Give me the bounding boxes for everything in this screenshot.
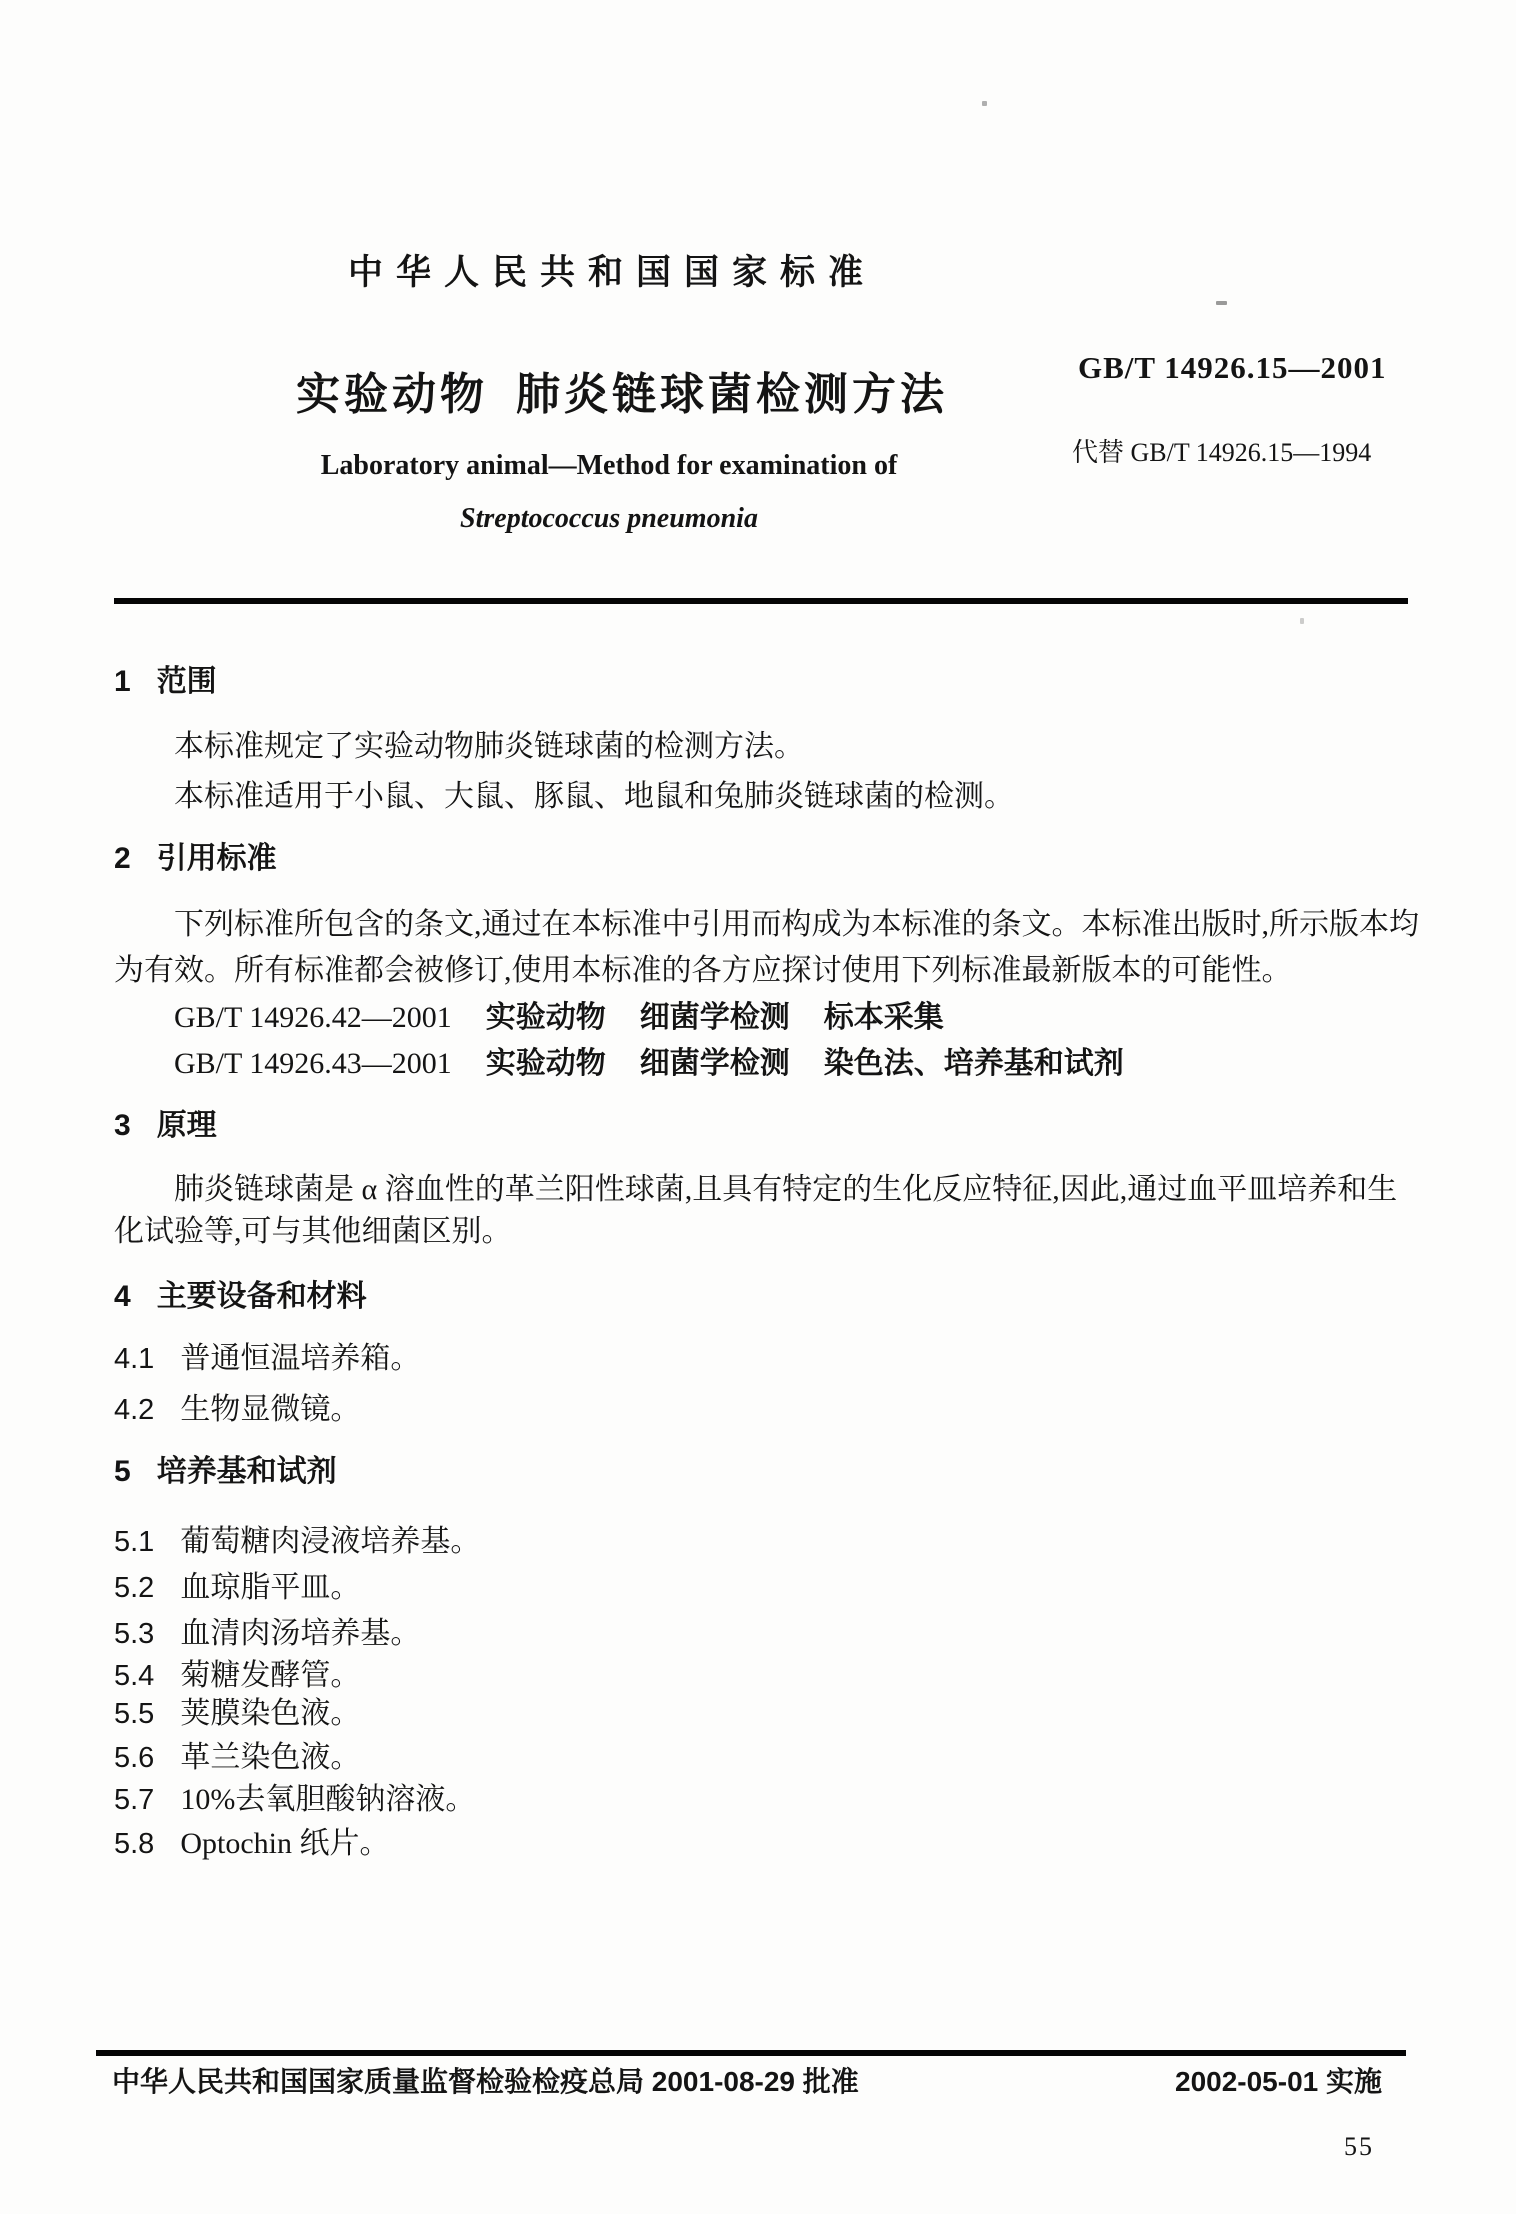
item-line-5-4 [114,1659,360,1693]
item-number: 5.2 [114,1572,155,1604]
scan-speck [982,101,987,106]
reference-item: 标本采集 [823,1001,944,1034]
item-text: 血琼脂平皿。 [180,1571,361,1604]
section-3-heading [114,1109,217,1143]
item-text: 葡萄糖肉浸液培养基。 [180,1525,481,1558]
reference-code: GB/T 14926.42—2001 [174,1001,452,1034]
standard-title-cn-part1: 实验动物 [296,370,488,419]
item-number: 5.7 [114,1784,155,1816]
section-1-heading [114,665,217,699]
section-2-paragraph-line: 为有效。所有标准都会被修订,使用本标准的各方应探讨使用下列标准最新版本的可能性。 [114,954,1292,987]
section-3-paragraph-line: 肺炎链球菌是 α 溶血性的革兰阳性球菌,且具有特定的生化反应特征,因此,通过血平皿培养和生 [174,1173,1398,1206]
scan-speck [1216,301,1227,305]
standard-title-cn-part2: 肺炎链球菌检测方法 [516,370,948,419]
english-title-block [300,450,918,535]
english-species-title: Streptococcus pneumonia [460,503,758,534]
section-2-title: 引用标准 [156,842,277,875]
section-1-title: 范围 [156,665,217,698]
reference-animal: 实验动物 [485,1001,606,1034]
page-number: 55 [1344,2132,1374,2161]
section-1-number: 1 [114,665,131,698]
reference-code: GB/T 14926.43—2001 [174,1047,452,1080]
footer-rule [96,2050,1406,2056]
replaces-note: 代替 GB/T 14926.15—1994 [1072,438,1372,467]
section-2-number: 2 [114,842,131,875]
reference-animal: 实验动物 [485,1047,606,1080]
reference-line [174,1001,944,1035]
item-line-5-8 [114,1827,389,1861]
section-5-heading [114,1455,337,1489]
item-line-5-3 [114,1617,420,1651]
section-4-heading [114,1280,367,1314]
standard-title-cn [296,370,948,419]
section-2-heading [114,842,277,876]
item-text: 革兰染色液。 [180,1741,361,1774]
item-number: 5.8 [114,1828,155,1860]
section-1-paragraph-line: 本标准规定了实验动物肺炎链球菌的检测方法。 [174,730,804,763]
item-line-4-2 [114,1393,360,1427]
item-line-5-5 [114,1697,360,1731]
scan-speck [1300,618,1304,624]
section-2-paragraph-line: 下列标准所包含的条文,通过在本标准中引用而构成为本标准的条文。本标准出版时,所示版本均 [174,908,1419,941]
section-4-title: 主要设备和材料 [156,1280,367,1313]
item-text: 血清肉汤培养基。 [180,1617,421,1650]
item-text: 10%去氧胆酸钠溶液。 [180,1783,476,1816]
item-text: Optochin 纸片。 [180,1827,390,1860]
section-5-number: 5 [114,1455,131,1488]
item-number: 5.3 [114,1618,155,1650]
national-standard-label: 中华人民共和国国家标准 [348,253,877,292]
section-3-paragraph-line: 化试验等,可与其他细菌区别。 [114,1215,512,1248]
section-4-number: 4 [114,1280,131,1313]
section-5-title: 培养基和试剂 [156,1455,337,1488]
item-number: 5.1 [114,1526,155,1558]
item-number: 5.5 [114,1698,155,1730]
section-1-paragraph-line: 本标准适用于小鼠、大鼠、豚鼠、地鼠和兔肺炎链球菌的检测。 [174,780,1014,813]
item-number: 5.4 [114,1660,155,1692]
item-line-4-1 [114,1342,420,1376]
item-line-5-1 [114,1525,480,1559]
reference-category: 细菌学检测 [639,1047,790,1080]
item-line-5-2 [114,1571,360,1605]
header-rule [114,598,1408,604]
item-line-5-7 [114,1783,475,1817]
implementation-text: 2002-05-01 实施 [1175,2066,1383,2097]
section-3-number: 3 [114,1109,131,1142]
standard-code: GB/T 14926.15—2001 [1078,350,1387,385]
reference-category: 细菌学检测 [639,1001,790,1034]
item-text: 菊糖发酵管。 [180,1659,361,1692]
section-3-title: 原理 [156,1109,217,1142]
item-text: 普通恒温培养箱。 [180,1342,421,1375]
item-number: 4.2 [114,1394,155,1426]
item-line-5-6 [114,1741,360,1775]
reference-item: 染色法、培养基和试剂 [823,1047,1124,1080]
item-text: 荚膜染色液。 [180,1697,361,1730]
approval-text: 中华人民共和国国家质量监督检验检疫总局 2001-08-29 批准 [112,2066,859,2097]
item-number: 5.6 [114,1742,155,1774]
item-text: 生物显微镜。 [180,1393,361,1426]
item-number: 4.1 [114,1343,155,1375]
english-title: Laboratory animal—Method for examination of [320,450,898,481]
reference-line [174,1047,1124,1081]
